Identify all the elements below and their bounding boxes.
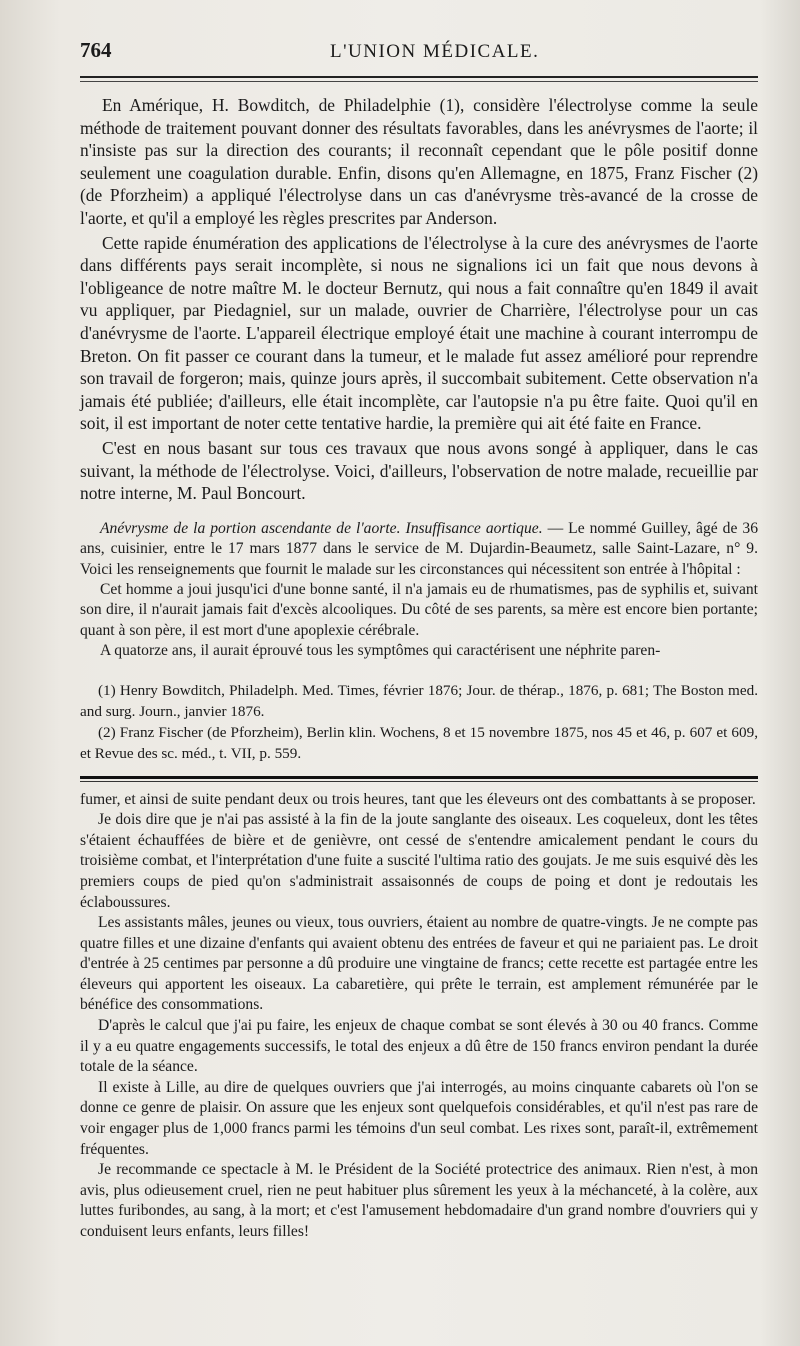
paragraph: Cet homme a joui jusqu'ici d'une bonne santé, il n'a jamais eu de rhumatismes, pas de syphilis et, suivant son dire, il n'aurait jamais fait d'excès alcooliques. Du côté de ses parents, sa mère est encore bien portante; quant à son père, il est mort d'une apoplexie cérébrale. xyxy=(80,580,758,639)
header-rule xyxy=(80,76,758,82)
observation-intro-text: — Le nommé Guilley, âgé de 36 ans, cuisinier, entre le 17 mars 1877 dans le service de M. Dujardin-Beaumetz, salle Saint-Lazare, n° 9. Voici les renseignements que fournit le malade sur les circonstances qui nécessitent son entrée à l'hôpital : xyxy=(80,519,758,578)
feuilleton-text xyxy=(80,790,758,1243)
footnotes xyxy=(80,680,758,764)
paragraph: En Amérique, H. Bowditch, de Philadelphie (1), considère l'électrolyse comme la seule méthode de traitement pouvant donner des résultats favorables, dans les anévrysmes de l'aorte; il n'insiste pas sur la direction des courants; il reconnaît cependant que le pôle positif donne seulement une coagulation durable. Enfin, disons qu'en Allemagne, en 1875, Franz Fischer (2) (de Pforzheim) a appliqué l'électrolyse dans un cas d'anévrysme très-avancé de la crosse de l'aorte, et qu'il a employé les règles prescrites par Anderson. xyxy=(80,95,758,228)
page-number: 764 xyxy=(80,38,112,62)
feuilleton-rule xyxy=(80,776,758,782)
observation-intro xyxy=(80,519,758,580)
page-header xyxy=(80,38,758,70)
paragraph: D'après le calcul que j'ai pu faire, les enjeux de chaque combat se sont élevés à 30 ou 40 francs. Comme il y a eu quatre engagements successifs, le total des enjeux a dû être de 150 francs environ pendant la durée totale de la séance. xyxy=(80,1017,758,1076)
journal-title: L'UNION MÉDICALE. xyxy=(330,41,540,62)
paragraph: Je dois dire que je n'ai pas assisté à la fin de la joute sanglante des oiseaux. Les coqueleux, dont les têtes s'étaient échauffées de bière et de genièvre, ont cessé de s'entendre amicalement pendant le cours du troisième combat, et l'interprétation d'une fuite a suscité l'ultima ratio des goujats. Je me suis esquivé dès les premiers coups de pied qu'on s'administrait assaisonnés de coups de poing et dont je redoutais les éclaboussures. xyxy=(80,811,758,911)
observation-title: Anévrysme de la portion ascendante de l'aorte. Insuffisance aortique. xyxy=(100,519,543,537)
main-text xyxy=(80,94,758,505)
paragraph: C'est en nous basant sur tous ces travaux que nous avons songé à appliquer, dans le cas suivant, la méthode de l'électrolyse. Voici, d'ailleurs, l'observation de notre malade, recueillie par notre interne, M. Paul Boncourt. xyxy=(80,437,758,504)
footnote: (2) Franz Fischer (de Pforzheim), Berlin klin. Wochens, 8 et 15 novembre 1875, nos 45 et 46, p. 607 et 609, et Revue des sc. méd., t. VII, p. 559. xyxy=(80,723,758,762)
paragraph: Les assistants mâles, jeunes ou vieux, tous ouvriers, étaient au nombre de quatre-vingts. Je ne compte pas quatre filles et une dizaine d'enfants qui avaient obtenu des entrées de faveur et qui ne pariaient pas. Le droit d'entrée à 25 centimes par personne a dû produire une vingtaine de francs; cette recette est partagée entre les éleveurs qui apportent les oiseaux. La cabaretière, qui prête le terrain, est amplement rémunérée par le bénéfice des consommations. xyxy=(80,914,758,1014)
paragraph: A quatorze ans, il aurait éprouvé tous les symptômes qui caractérisent une néphrite paren- xyxy=(100,642,661,660)
paragraph: Cette rapide énumération des applications de l'électrolyse à la cure des anévrysmes de l'aorte dans différents pays serait incomplète, si nous ne signalions ici un fait que nous devons à l'obligeance de notre maître M. le docteur Bernutz, qui nous a fait connaître qu'en 1849 il avait vu appliquer, par Piedagniel, sur un malade, ouvrier de Charrière, l'électrolyse pour un cas d'anévrysme de l'aorte. L'appareil électrique employé était une machine à courant interrompu de Breton. On fit passer ce courant dans la tumeur, et le malade fut assez amélioré pour reprendre son travail de forgeron; mais, quinze jours après, il succombait subitement. Cette observation n'a jamais été publiée; d'ailleurs, elle était incomplète, car l'autopsie n'a pu être faite. Quoi qu'il en soit, il est important de noter cette tentative hardie, la première qui ait été faite en France. xyxy=(80,232,758,434)
footnote: (1) Henry Bowditch, Philadelph. Med. Times, février 1876; Jour. de thérap., 1876, p. 681; The Boston med. and surg. Journ., janvier 1876. xyxy=(80,681,758,720)
paragraph: Je recommande ce spectacle à M. le Président de la Société protectrice des animaux. Rien n'est, à mon avis, plus odieusement cruel, rien ne peut habituer plus sûrement les yeux à la méchanceté, à la colère, aux luttes furibondes, au sang, à la mort; et c'est l'amusement hebdomadaire d'un grand nombre d'ouvriers qui y conduisent leurs enfants, leurs filles! xyxy=(80,1161,758,1240)
paragraph: Il existe à Lille, au dire de quelques ouvriers que j'ai interrogés, au moins cinquante cabarets où l'on se donne ce genre de plaisir. On assure que les enjeux sont quelquefois considérables, et qu'il n'est pas rare de voir engager plus de 1,000 francs parmi les témoins d'un seul combat. Les rixes sont, paraît-il, extrêmement fréquentes. xyxy=(80,1078,758,1158)
paragraph: fumer, et ainsi de suite pendant deux ou trois heures, tant que les éleveurs ont des combattants à se proposer. xyxy=(80,790,756,808)
observation-section xyxy=(80,519,758,662)
